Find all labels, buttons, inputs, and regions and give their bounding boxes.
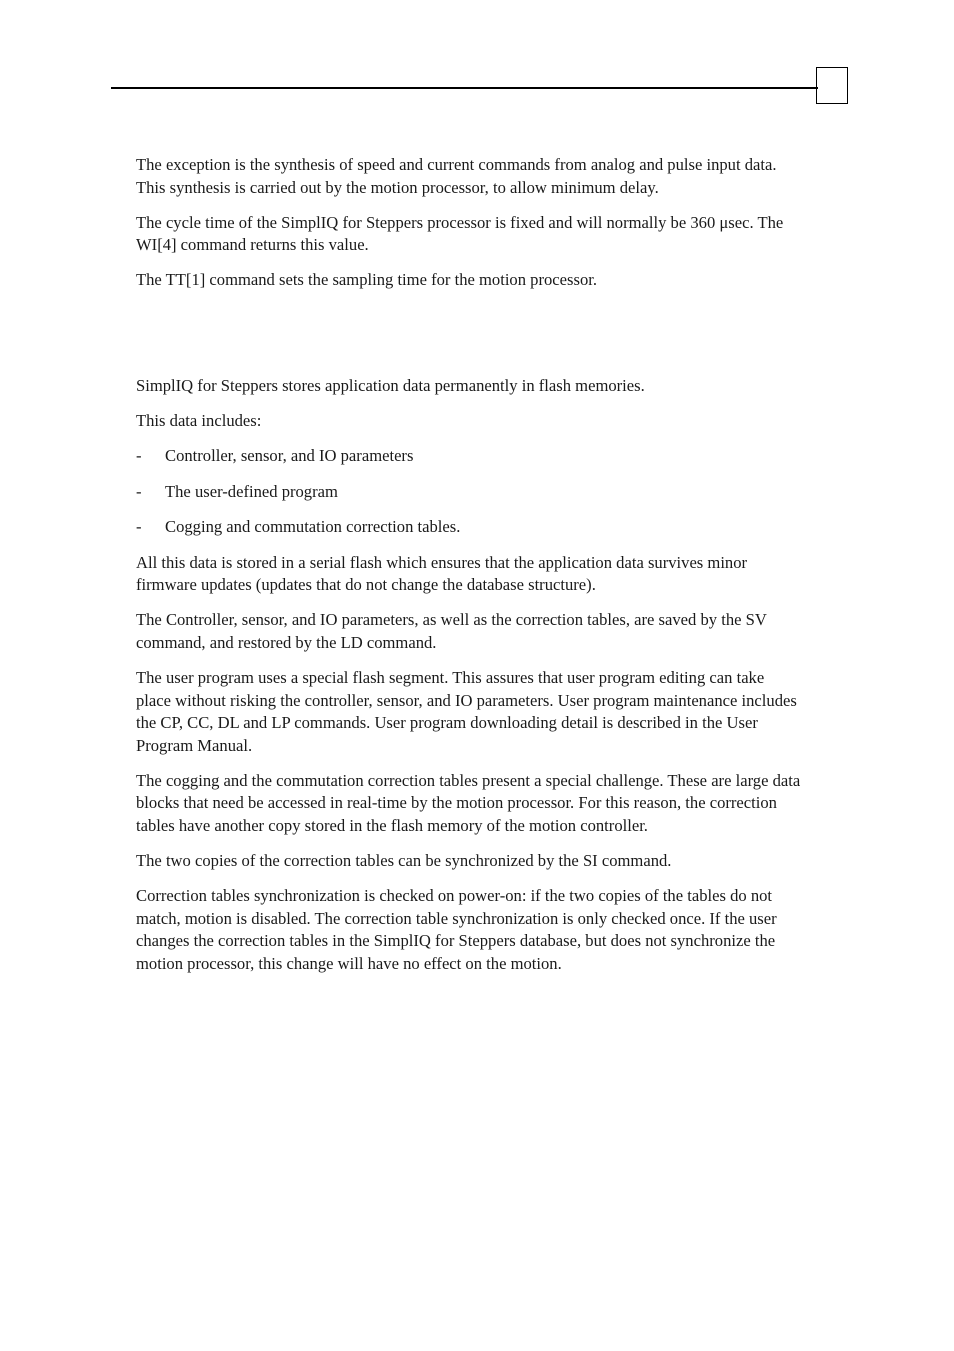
list-item-text: The user-defined program — [165, 481, 338, 501]
paragraph-serial-flash: All this data is stored in a serial flash which ensures that the application data survives minor firmware updates (updates that do not change the database structure). — [136, 552, 748, 595]
list-item — [136, 445, 801, 468]
paragraph-tt-command: The TT[1] command sets the sampling time for the motion processor. — [136, 270, 597, 290]
paragraph-sv-ld: The Controller, sensor, and IO parameters, as well as the correction tables, are saved by the SV command, and restored by the LD command. — [136, 610, 767, 653]
paragraph-synchronization: Correction tables synchronization is checked on power-on: if the two copies of the tables do not match, motion is disabled. The correction table synchronization is only checked once. If the user changes the correction tables in the SimplIQ for Steppers database, but does not synchronize the motion processor, this change will have no effect on the motion. — [136, 885, 777, 973]
list-item-text: Cogging and commutation correction tables. — [165, 517, 461, 537]
section-gap — [136, 304, 801, 375]
paragraph-exception: The exception is the synthesis of speed and current commands from analog and pulse input data. This synthesis is carried out by the motion processor, to allow minimum delay. — [136, 155, 777, 197]
bullet-marker: - — [136, 517, 142, 537]
paragraph-user-program: The user program uses a special flash segment. This assures that user program editing can take place without risking the controller, sensor, and IO parameters. User program maintenance includes the CP, CC, DL and LP commands. User program downloading detail is described in the User Program Manual. — [136, 668, 797, 755]
paragraph-cycle-time: The cycle time of the SimplIQ for Steppers processor is fixed and will normally be 360 μsec. The WI[4] command returns this value. — [136, 212, 784, 255]
bullet-marker: - — [136, 446, 142, 466]
page-content — [136, 154, 801, 988]
paragraph-data-includes: This data includes: — [136, 411, 262, 431]
paragraph-flash-intro: SimplIQ for Steppers stores application data permanently in flash memories. — [136, 376, 645, 396]
paragraph-si-command: The two copies of the correction tables can be synchronized by the SI command. — [136, 850, 672, 870]
list-item — [136, 481, 801, 504]
list-item — [136, 516, 801, 539]
header-rule — [111, 87, 818, 89]
list-item-text: Controller, sensor, and IO parameters — [165, 446, 414, 466]
paragraph-correction-tables: The cogging and the commutation correction tables present a special challenge. These are large data blocks that need be accessed in real-time by the motion processor. For this reason, the correction tables have another copy stored in the flash memory of the motion controller. — [136, 770, 801, 835]
bullet-marker: - — [136, 481, 142, 501]
page-number-box — [816, 67, 848, 104]
